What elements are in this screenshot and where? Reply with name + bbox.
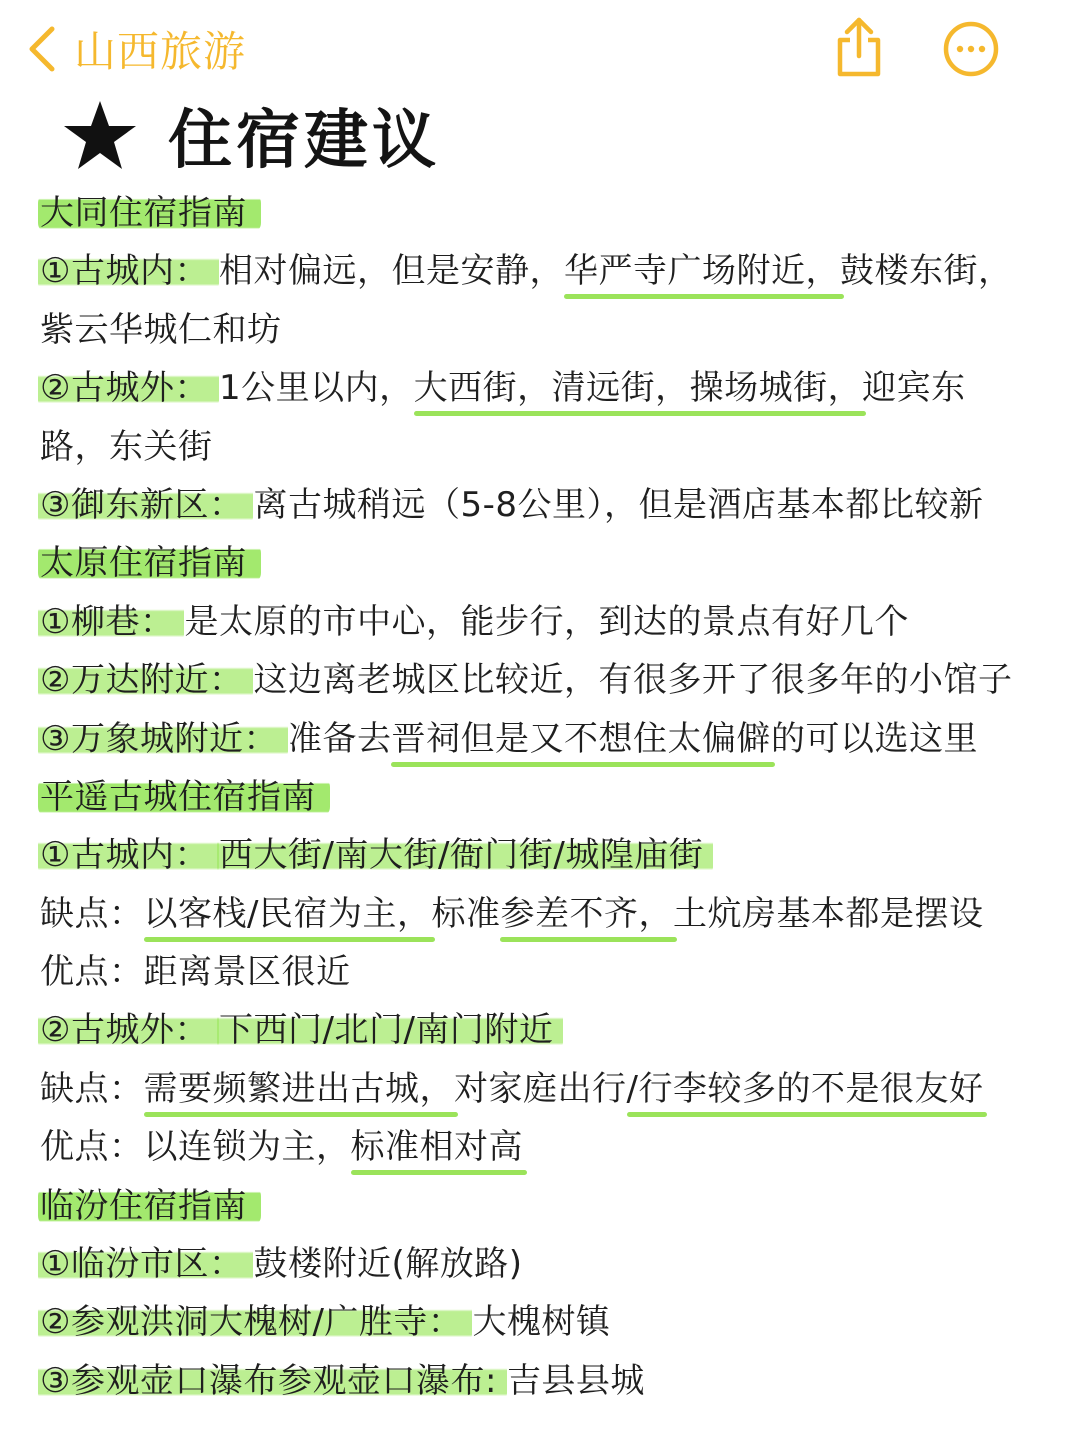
text-line bbox=[40, 359, 1050, 417]
section-title-text: 大同住宿指南 bbox=[38, 193, 261, 233]
star-icon bbox=[62, 97, 138, 173]
item-label: ③御东新区： bbox=[38, 485, 253, 525]
text-line bbox=[40, 710, 1050, 768]
section-title-text: 临汾住宿指南 bbox=[38, 1186, 261, 1226]
section-heading bbox=[62, 90, 440, 180]
share-icon bbox=[826, 14, 892, 80]
text-line bbox=[40, 476, 1050, 534]
more-icon bbox=[938, 14, 1004, 80]
text-line bbox=[40, 242, 1050, 300]
item-label: ③万象城附近： bbox=[38, 719, 288, 759]
back-button[interactable] bbox=[22, 18, 246, 80]
underlined-text: 清远街， bbox=[551, 368, 690, 409]
section-title-pingyao bbox=[40, 768, 1050, 826]
item-text: 土炕房基本都是摆设 bbox=[672, 893, 984, 934]
item-label: ②古城外： bbox=[38, 1010, 219, 1050]
share-button[interactable] bbox=[826, 14, 892, 80]
item-label: ①古城内： bbox=[38, 835, 219, 875]
text-line bbox=[40, 651, 1050, 709]
text-line bbox=[40, 943, 1050, 1001]
text-line bbox=[40, 1060, 1050, 1118]
section-title-datong bbox=[40, 184, 1050, 242]
item-label: ①柳巷： bbox=[38, 602, 184, 642]
item-text: 相对偏远，但是安静， bbox=[218, 251, 564, 292]
underlined-text: 以客栈/民宿为主， bbox=[143, 893, 432, 934]
item-label: ②古城外： bbox=[38, 368, 219, 408]
page-title: 住宿建议 bbox=[168, 104, 440, 178]
item-text: 离古城稍远（5-8公里），但是酒店基本都比较新 bbox=[253, 484, 984, 525]
item-text: 鼓楼附近(解放路) bbox=[253, 1244, 523, 1285]
accommodation-guide bbox=[40, 184, 1050, 1410]
more-button[interactable] bbox=[938, 14, 1004, 80]
underlined-text: 大西街， bbox=[413, 368, 552, 409]
item-text: 这边离老城区比较近，有很多开了很多年的小馆子 bbox=[253, 660, 1013, 701]
underlined-text: 晋祠但是又不想住太偏僻 bbox=[391, 718, 771, 759]
text-line bbox=[40, 1293, 1050, 1351]
underlined-text: 需要频繁进出古城， bbox=[143, 1068, 454, 1109]
highlighted-text: 西大街/南大街/衙门街/城隍庙街 bbox=[217, 835, 713, 875]
item-label: ①临汾市区： bbox=[38, 1244, 253, 1284]
section-title-text: 太原住宿指南 bbox=[38, 543, 261, 583]
underlined-text: 标准相对高 bbox=[350, 1127, 523, 1168]
item-text: 的可以选这里 bbox=[770, 718, 978, 759]
chevron-left-icon bbox=[22, 21, 62, 77]
item-label: 缺点： bbox=[40, 893, 144, 934]
item-label: ②参观洪洞大槐树/广胜寺： bbox=[38, 1302, 472, 1342]
item-text: 是太原的市中心，能步行，到达的景点有好几个 bbox=[184, 601, 909, 642]
item-label: ①古城内： bbox=[38, 251, 219, 291]
item-text: 优点：以连锁为主， bbox=[40, 1127, 351, 1168]
item-label: ③参观壶口瀑布参观壶口瀑布: bbox=[38, 1361, 507, 1401]
highlighted-text: 下西门/北门/南门附近 bbox=[217, 1010, 563, 1050]
underlined-text: /行李较多的不是很友好 bbox=[626, 1068, 984, 1109]
text-line bbox=[40, 1352, 1050, 1410]
item-text: 迎宾东 bbox=[862, 368, 966, 409]
underlined-text: 参差不齐， bbox=[500, 893, 673, 934]
underlined-text: 华严寺广场附近， bbox=[563, 251, 840, 292]
item-text: 准备去 bbox=[287, 718, 392, 759]
section-title-text: 平遥古城住宿指南 bbox=[38, 777, 330, 817]
item-label: ②万达附近： bbox=[38, 660, 253, 700]
item-text: 优点：距离景区很近 bbox=[40, 952, 351, 993]
section-title-taiyuan bbox=[40, 534, 1050, 592]
text-line bbox=[40, 593, 1050, 651]
top-nav-bar bbox=[0, 0, 1080, 100]
text-line bbox=[40, 1001, 1050, 1059]
item-text: 紫云华城仁和坊 bbox=[40, 309, 282, 350]
text-line bbox=[40, 418, 1050, 476]
text-line bbox=[40, 1118, 1050, 1176]
item-text: 大槐树镇 bbox=[472, 1302, 611, 1343]
item-text: 吉县县城 bbox=[506, 1360, 645, 1401]
text-line bbox=[40, 826, 1050, 884]
section-title-linfen bbox=[40, 1177, 1050, 1235]
text-line bbox=[40, 885, 1050, 943]
item-text: 对家庭出行 bbox=[454, 1068, 627, 1109]
item-text: 1公里以内， bbox=[218, 368, 414, 409]
underlined-text: 操场城街， bbox=[689, 368, 863, 409]
item-text: 标准 bbox=[431, 893, 501, 934]
item-text: 路，东关街 bbox=[40, 426, 213, 467]
back-label: 山西旅游 bbox=[74, 27, 247, 76]
item-text: 鼓楼东街， bbox=[839, 251, 1013, 292]
text-line bbox=[40, 301, 1050, 359]
text-line bbox=[40, 1235, 1050, 1293]
item-label: 缺点： bbox=[40, 1068, 144, 1109]
